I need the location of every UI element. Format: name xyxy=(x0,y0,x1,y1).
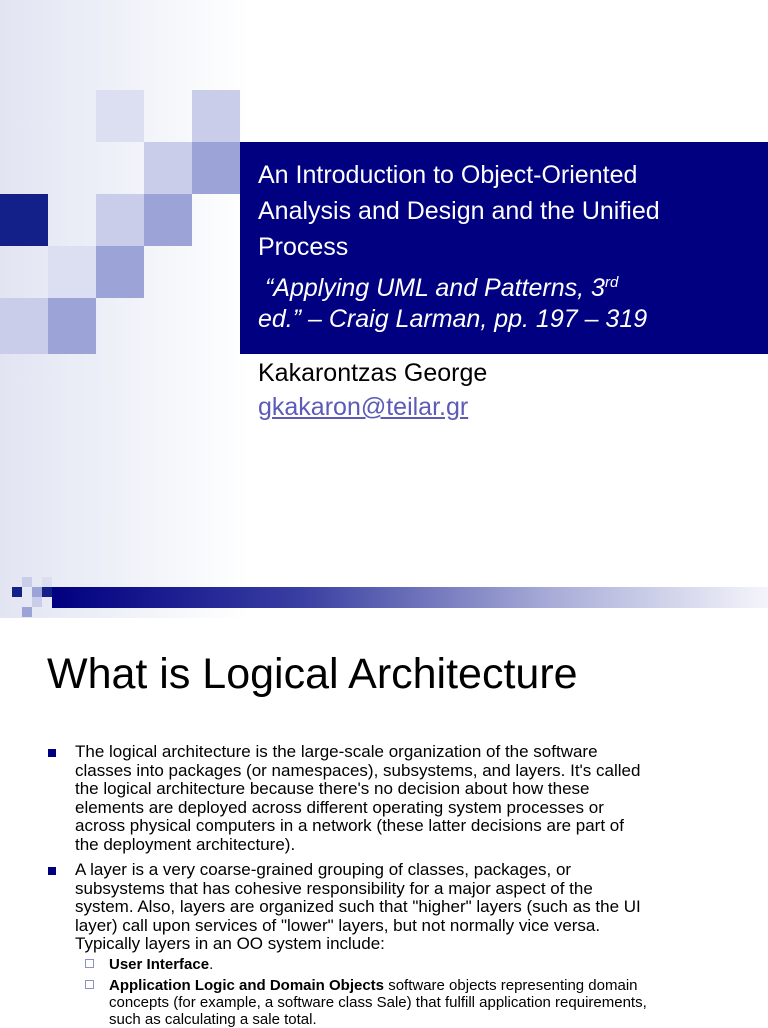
bullet-1-line: the logical architecture because there's no decision about how these xyxy=(75,779,590,799)
decor-square xyxy=(96,90,144,142)
decor-square xyxy=(0,298,48,354)
divider-square xyxy=(32,597,42,607)
slide-title-line-3: Process xyxy=(258,233,349,261)
sub-item-2-bold: Application Logic and Domain Objects xyxy=(109,977,385,994)
divider-square xyxy=(32,587,42,597)
sub-bullet-box xyxy=(85,959,94,968)
bullet-2-line: A layer is a very coarse-grained grouping of classes, packages, or xyxy=(75,860,572,879)
divider-gradient-bar xyxy=(52,587,768,608)
sub-item-2-rest: software objects representing domain xyxy=(384,977,638,994)
content-slide xyxy=(0,618,768,1028)
bullet-1-line: elements are deployed across different operating system processes or xyxy=(75,797,604,817)
slide-title-line-2: Analysis and Design and the Unified xyxy=(258,197,660,225)
decor-square xyxy=(0,194,48,246)
author-name: Kakarontzas George xyxy=(258,359,488,387)
decor-square xyxy=(96,246,144,298)
decor-square xyxy=(48,246,96,298)
bullet-2-line: subsystems that has cohesive responsibility for a major aspect of the xyxy=(75,878,593,898)
slide-title-line-1: An Introduction to Object-Oriented xyxy=(258,161,638,189)
author-email-link[interactable]: gkakaron@teilar.gr xyxy=(258,393,469,421)
divider-square xyxy=(42,587,52,597)
bullet-1-line: The logical architecture is the large-scale organization of the software xyxy=(75,742,598,761)
sub-item-1-bold: User Interface xyxy=(109,956,210,973)
sub-item-1-rest: . xyxy=(209,956,214,973)
book-reference-superscript: rd xyxy=(604,274,619,291)
book-reference-line-1 xyxy=(258,265,618,306)
divider-square xyxy=(12,587,22,597)
decor-square xyxy=(144,142,192,194)
divider-square xyxy=(22,607,32,617)
decor-square xyxy=(96,194,144,246)
bullet-2-line: system. Also, layers are organized such that "higher" layers (such as the UI xyxy=(75,897,641,917)
sub-bullet-box xyxy=(85,980,94,989)
decor-square xyxy=(192,90,240,142)
bullet-paragraph-2 xyxy=(75,861,745,954)
sub-item-2-line: such as calculating a sale total. xyxy=(109,1011,317,1028)
bullet-2-line: layer) call upon services of "lower" layers, but not normally vice versa. xyxy=(75,915,601,935)
divider-square xyxy=(42,577,52,587)
bullet-square xyxy=(48,867,56,875)
bullet-1-line: classes into packages (or namespaces), subsystems, and layers. It's called xyxy=(75,760,641,780)
bullet-paragraph-1 xyxy=(75,743,745,855)
bullet-2-line: Typically layers in an OO system include: xyxy=(75,934,385,954)
decor-square xyxy=(192,142,240,194)
bullet-1-line: the deployment architecture). xyxy=(75,834,296,854)
divider-square xyxy=(22,577,32,587)
book-reference-line-2: ed.” – Craig Larman, pp. 197 – 319 xyxy=(258,305,648,333)
sub-item-2-line: concepts (for example, a software class Sale) that fulfill application requirements, xyxy=(109,994,647,1011)
book-reference-main: “Applying UML and Patterns, 3 xyxy=(264,274,605,302)
bullet-square xyxy=(48,749,56,757)
slide-heading: What is Logical Architecture xyxy=(47,650,578,698)
sub-item-application-logic xyxy=(109,977,739,1028)
sub-item-user-interface xyxy=(109,956,739,973)
bullet-1-line: across physical computers in a network (these latter decisions are part of xyxy=(75,816,624,836)
decor-square xyxy=(48,298,96,354)
decor-square xyxy=(144,194,192,246)
